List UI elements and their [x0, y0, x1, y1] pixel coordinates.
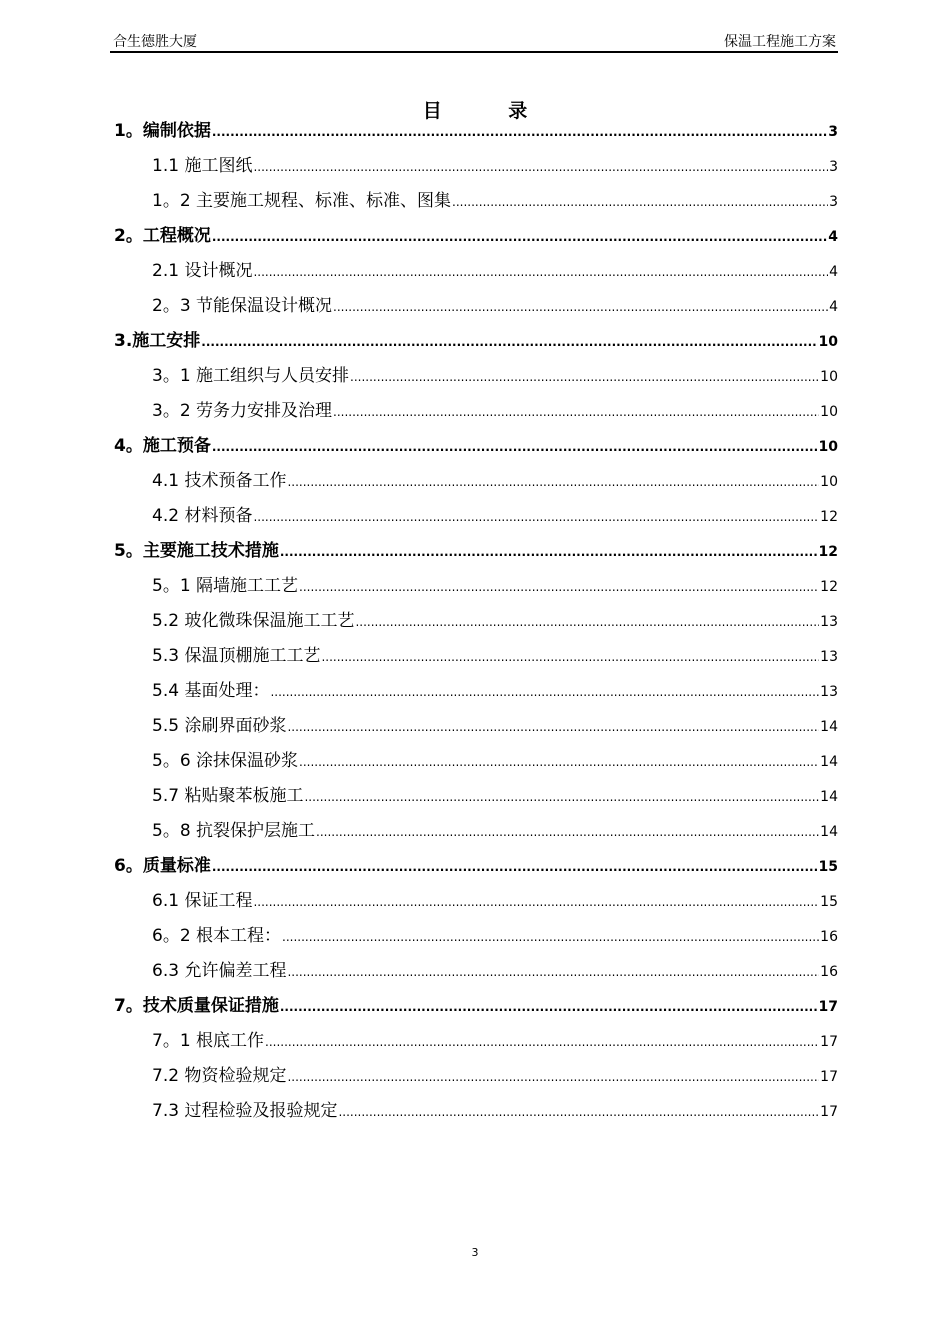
toc-subsection-entry[interactable]: [114, 363, 838, 398]
toc-entry-page: 3: [829, 159, 838, 175]
toc-dot-leader: [316, 820, 819, 844]
toc-dot-leader: [304, 785, 819, 809]
toc-entry-label: 2。工程概况: [114, 226, 211, 246]
toc-dot-leader: [212, 855, 818, 879]
table-of-contents: [114, 118, 838, 1133]
toc-entry-page: 4: [829, 299, 838, 315]
toc-entry-label: 1.1 施工图纸: [152, 156, 253, 176]
toc-dot-leader: [338, 1100, 819, 1124]
toc-subsection-entry[interactable]: [114, 818, 838, 853]
toc-dot-leader: [212, 120, 827, 144]
toc-entry-label: 6。2 根本工程：: [152, 926, 282, 946]
toc-entry-page: 10: [818, 439, 838, 455]
toc-section-entry[interactable]: [114, 223, 838, 258]
toc-subsection-entry[interactable]: [114, 678, 838, 713]
toc-entry-page: 12: [818, 544, 838, 560]
toc-subsection-entry[interactable]: [114, 503, 838, 538]
toc-dot-leader: [270, 680, 819, 704]
toc-entry-label: 2.1 设计概况: [152, 261, 253, 281]
toc-entry-label: 7.2 物资检验规定: [152, 1066, 287, 1086]
toc-dot-leader: [299, 575, 819, 599]
toc-dot-leader: [253, 260, 828, 284]
toc-entry-page: 10: [820, 404, 838, 420]
toc-section-entry[interactable]: [114, 328, 838, 363]
toc-dot-leader: [333, 400, 819, 424]
toc-entry-label: 7。技术质量保证措施: [114, 996, 279, 1016]
toc-section-entry[interactable]: [114, 538, 838, 573]
toc-subsection-entry[interactable]: [114, 1063, 838, 1098]
toc-entry-label: 1。编制依据: [114, 121, 211, 141]
toc-entry-page: 10: [820, 369, 838, 385]
toc-dot-leader: [287, 960, 819, 984]
toc-entry-page: 17: [820, 1069, 838, 1085]
toc-entry-page: 4: [829, 264, 838, 280]
toc-subsection-entry[interactable]: [114, 748, 838, 783]
toc-section-entry[interactable]: [114, 118, 838, 153]
toc-entry-label: 5。主要施工技术措施: [114, 541, 279, 561]
toc-entry-page: 14: [820, 754, 838, 770]
toc-subsection-entry[interactable]: [114, 923, 838, 958]
toc-entry-label: 7。1 根底工作: [152, 1031, 265, 1051]
toc-subsection-entry[interactable]: [114, 398, 838, 433]
toc-dot-leader: [299, 750, 819, 774]
toc-entry-page: 16: [820, 964, 838, 980]
toc-subsection-entry[interactable]: [114, 1028, 838, 1063]
toc-dot-leader: [212, 435, 818, 459]
toc-entry-page: 15: [818, 859, 838, 875]
toc-dot-leader: [452, 190, 828, 214]
toc-dot-leader: [333, 295, 828, 319]
toc-entry-label: 5.5 涂刷界面砂浆: [152, 716, 287, 736]
page-number: 3: [471, 1246, 479, 1259]
toc-dot-leader: [253, 155, 828, 179]
toc-dot-leader: [253, 890, 819, 914]
toc-entry-label: 6.1 保证工程: [152, 891, 253, 911]
toc-entry-label: 1。2 主要施工规程、标准、标准、图集: [152, 191, 452, 211]
toc-entry-page: 14: [820, 789, 838, 805]
toc-dot-leader: [212, 225, 827, 249]
toc-entry-page: 17: [820, 1034, 838, 1050]
toc-entry-label: 2。3 节能保温设计概况: [152, 296, 333, 316]
toc-entry-page: 10: [818, 334, 838, 350]
toc-entry-label: 5.4 基面处理：: [152, 681, 270, 701]
toc-entry-page: 17: [818, 999, 838, 1015]
toc-entry-page: 3: [829, 194, 838, 210]
toc-entry-page: 12: [820, 579, 838, 595]
toc-entry-label: 4。施工预备: [114, 436, 211, 456]
toc-subsection-entry[interactable]: [114, 153, 838, 188]
toc-dot-leader: [355, 610, 819, 634]
toc-section-entry[interactable]: [114, 853, 838, 888]
toc-subsection-entry[interactable]: [114, 1098, 838, 1133]
toc-subsection-entry[interactable]: [114, 573, 838, 608]
toc-entry-page: 17: [820, 1104, 838, 1120]
toc-entry-label: 4.1 技术预备工作: [152, 471, 287, 491]
toc-dot-leader: [280, 540, 818, 564]
toc-dot-leader: [350, 365, 819, 389]
toc-entry-page: 4: [828, 229, 838, 245]
toc-dot-leader: [287, 1065, 819, 1089]
toc-subsection-entry[interactable]: [114, 608, 838, 643]
toc-dot-leader: [265, 1030, 819, 1054]
toc-entry-page: 3: [828, 124, 838, 140]
toc-entry-page: 10: [820, 474, 838, 490]
toc-subsection-entry[interactable]: [114, 643, 838, 678]
toc-subsection-entry[interactable]: [114, 888, 838, 923]
toc-entry-label: 3。2 劳务力安排及治理: [152, 401, 333, 421]
toc-entry-label: 5.7 粘贴聚苯板施工: [152, 786, 304, 806]
toc-dot-leader: [321, 645, 819, 669]
page-header: [110, 33, 838, 53]
toc-entry-label: 6。质量标准: [114, 856, 211, 876]
toc-entry-page: 13: [820, 614, 838, 630]
toc-entry-page: 16: [820, 929, 838, 945]
toc-subsection-entry[interactable]: [114, 468, 838, 503]
toc-subsection-entry[interactable]: [114, 258, 838, 293]
toc-subsection-entry[interactable]: [114, 783, 838, 818]
toc-entry-label: 3。1 施工组织与人员安排: [152, 366, 350, 386]
toc-subsection-entry[interactable]: [114, 293, 838, 328]
toc-entry-label: 5。8 抗裂保护层施工: [152, 821, 316, 841]
header-document-title: 保温工程施工方案: [724, 34, 836, 50]
toc-subsection-entry[interactable]: [114, 958, 838, 993]
toc-dot-leader: [282, 925, 819, 949]
toc-entry-page: 12: [820, 509, 838, 525]
toc-entry-label: 5.2 玻化微珠保温施工工艺: [152, 611, 355, 631]
toc-section-entry[interactable]: [114, 993, 838, 1028]
toc-entry-page: 14: [820, 719, 838, 735]
toc-entry-label: 6.3 允许偏差工程: [152, 961, 287, 981]
toc-entry-label: 3.施工安排: [114, 331, 201, 351]
toc-entry-page: 13: [820, 684, 838, 700]
toc-dot-leader: [280, 995, 818, 1019]
toc-dot-leader: [287, 715, 819, 739]
toc-dot-leader: [253, 505, 819, 529]
toc-entry-label: 5.3 保温顶棚施工工艺: [152, 646, 321, 666]
toc-heading: 目 录: [422, 100, 558, 122]
toc-entry-label: 4.2 材料预备: [152, 506, 253, 526]
toc-entry-page: 14: [820, 824, 838, 840]
toc-entry-page: 15: [820, 894, 838, 910]
toc-entry-label: 5。6 涂抹保温砂浆: [152, 751, 299, 771]
toc-entry-page: 13: [820, 649, 838, 665]
toc-entry-label: 5。1 隔墙施工工艺: [152, 576, 299, 596]
toc-entry-label: 7.3 过程检验及报验规定: [152, 1101, 338, 1121]
header-project-name: 合生德胜大厦: [113, 34, 197, 50]
toc-subsection-entry[interactable]: [114, 188, 838, 223]
toc-subsection-entry[interactable]: [114, 713, 838, 748]
toc-section-entry[interactable]: [114, 433, 838, 468]
toc-dot-leader: [287, 470, 819, 494]
toc-dot-leader: [201, 330, 817, 354]
